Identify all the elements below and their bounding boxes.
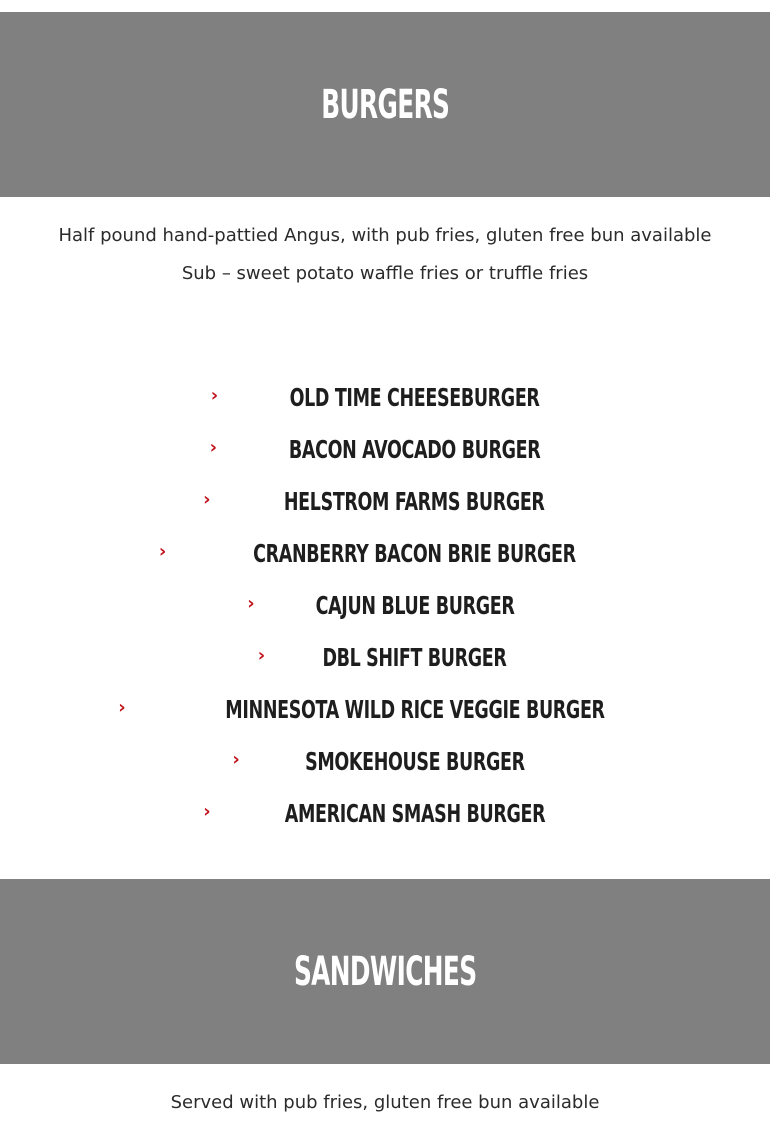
chevron-right-icon: › [247,593,255,614]
menu-item-label[interactable]: OLD TIME CHEESEBURGER [289,382,540,412]
menu-item-cajun-blue-burger[interactable] [0,579,770,631]
chevron-right-icon: › [232,749,240,770]
menu-item-cranberry-bacon-brie-burger[interactable] [0,527,770,579]
menu-item-old-time-cheeseburger[interactable] [0,371,770,423]
sandwiches-section-banner [0,879,770,1064]
sandwiches-section-title: SANDWICHES [293,948,477,995]
menu-item-helstrom-farms-burger[interactable] [0,475,770,527]
menu-item-label[interactable]: AMERICAN SMASH BURGER [284,798,545,828]
menu-item-label[interactable]: DBL SHIFT BURGER [322,642,507,672]
menu-item-label[interactable]: HELSTROM FARMS BURGER [284,486,546,516]
menu-item-label[interactable]: MINNESOTA WILD RICE VEGGIE BURGER [225,694,605,724]
menu-item-minnesota-wild-rice-veggie-burger[interactable] [0,683,770,735]
chevron-right-icon: › [118,697,126,718]
chevron-right-icon: › [209,437,218,458]
menu-item-label[interactable]: SMOKEHOUSE BURGER [304,746,525,776]
chevron-right-icon: › [203,489,211,510]
burgers-description-line2: Sub – sweet potato waffle fries or truffle fries [181,263,589,284]
menu-item-bacon-avocado-burger[interactable] [0,423,770,475]
menu-item-american-smash-burger[interactable] [0,787,770,839]
burgers-section-title: BURGERS [320,81,450,128]
chevron-right-icon: › [158,541,167,562]
menu-item-label[interactable]: CAJUN BLUE BURGER [315,590,515,620]
burgers-section-banner [0,12,770,197]
menu-item-smokehouse-burger[interactable] [0,735,770,787]
menu-item-label[interactable]: CRANBERRY BACON BRIE BURGER [253,538,577,568]
burger-menu-list [0,371,770,839]
sandwiches-description-line1: Served with pub fries, gluten free bun available [170,1092,600,1113]
chevron-right-icon: › [203,801,211,822]
sandwiches-description [55,1084,715,1122]
menu-item-dbl-shift-burger[interactable] [0,631,770,683]
chevron-right-icon: › [210,385,219,406]
menu-item-label[interactable]: BACON AVOCADO BURGER [288,434,541,464]
burgers-description [55,217,715,293]
chevron-right-icon: › [257,645,266,666]
burgers-description-line1: Half pound hand-pattied Angus, with pub fries, gluten free bun available [58,225,712,246]
